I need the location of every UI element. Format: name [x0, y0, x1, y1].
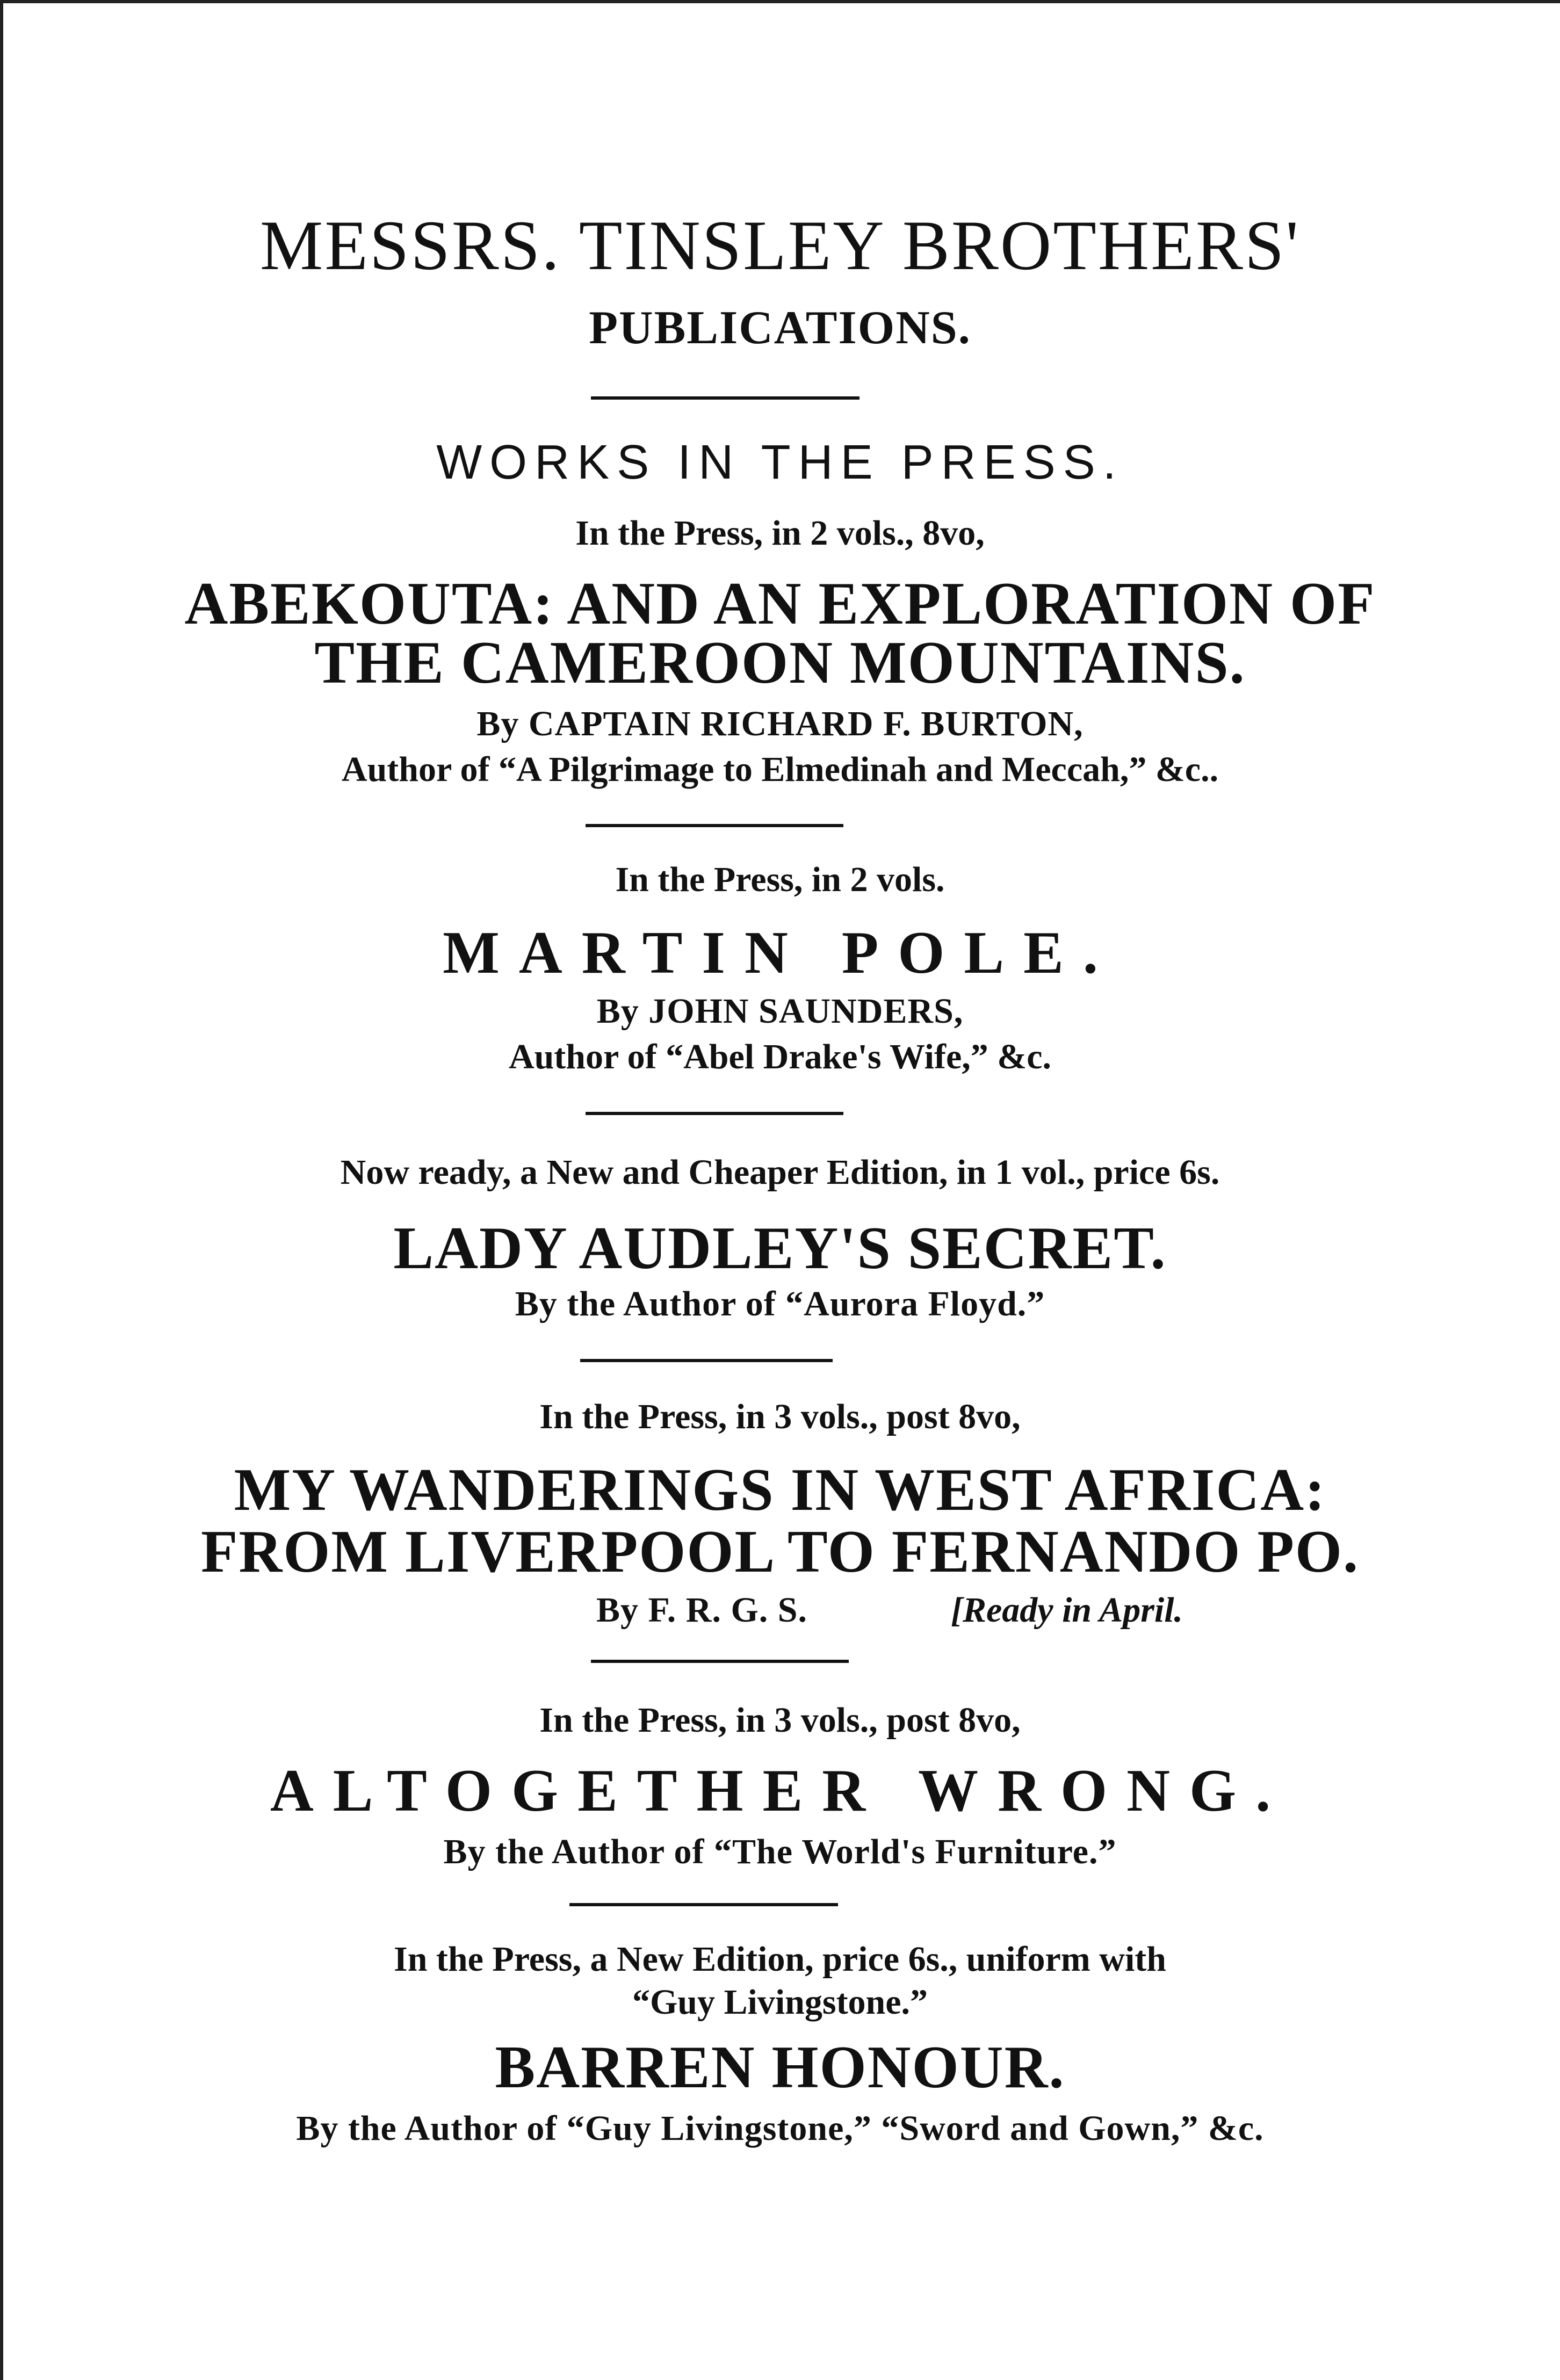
entry-intro: In the Press, in 3 vols., post 8vo,	[539, 1397, 1021, 1436]
divider-rule	[591, 396, 860, 400]
entry-title: FROM LIVERPOOL TO FERNANDO PO.	[200, 1518, 1359, 1585]
entry-byline: By CAPTAIN RICHARD F. BURTON,	[476, 704, 1084, 743]
entry-title: LADY AUDLEY'S SECRET.	[393, 1215, 1167, 1282]
divider-rule	[580, 1359, 833, 1362]
entry-intro: In the Press, in 3 vols., post 8vo,	[539, 1701, 1021, 1740]
entry-byline: By the Author of “Guy Livingstone,” “Sword and Gown,” &c.	[296, 2109, 1264, 2148]
entry-author-note: Author of “A Pilgrimage to Elmedinah and Meccah,” &c..	[341, 750, 1219, 789]
entry-byline: By JOHN SAUNDERS,	[596, 992, 964, 1031]
entry-intro: In the Press, in 2 vols., 8vo,	[575, 513, 985, 553]
divider-rule	[591, 1660, 849, 1663]
entry-intro: In the Press, a New Edition, price 6s., uniform with	[394, 1940, 1166, 1979]
divider-rule	[586, 1112, 843, 1115]
entry-intro: In the Press, in 2 vols.	[615, 860, 945, 899]
entry-byline: By F. R. G. S.	[596, 1590, 807, 1630]
entry-byline: By the Author of “The World's Furniture.”	[443, 1832, 1117, 1871]
divider-rule	[569, 1903, 838, 1906]
entry-title: MARTIN POLE.	[443, 920, 1117, 986]
entry-title: MY WANDERINGS IN WEST AFRICA:	[234, 1457, 1326, 1523]
entry-title: THE CAMEROON MOUNTAINS.	[314, 630, 1246, 696]
entry-intro: “Guy Livingstone.”	[632, 1983, 928, 2022]
entry-title: ABEKOUTA: AND AN EXPLORATION OF	[184, 570, 1376, 637]
divider-rule	[586, 824, 843, 827]
section-heading: WORKS IN THE PRESS.	[436, 436, 1124, 489]
entry-title: ALTOGETHER WRONG.	[270, 1757, 1290, 1824]
entry-title: BARREN HONOUR.	[495, 2034, 1065, 2101]
entry-author-note: Author of “Abel Drake's Wife,” &c.	[508, 1037, 1052, 1076]
page-edge-top	[0, 0, 1560, 3]
entry-intro: Now ready, a New and Cheaper Edition, in 1 vol., price 6s.	[340, 1153, 1220, 1192]
entry-ready-note: [Ready in April.	[951, 1590, 1183, 1630]
page-title: MESSRS. TINSLEY BROTHERS'	[259, 206, 1301, 285]
entry-byline: By the Author of “Aurora Floyd.”	[515, 1284, 1045, 1323]
page-subtitle: PUBLICATIONS.	[589, 302, 971, 354]
